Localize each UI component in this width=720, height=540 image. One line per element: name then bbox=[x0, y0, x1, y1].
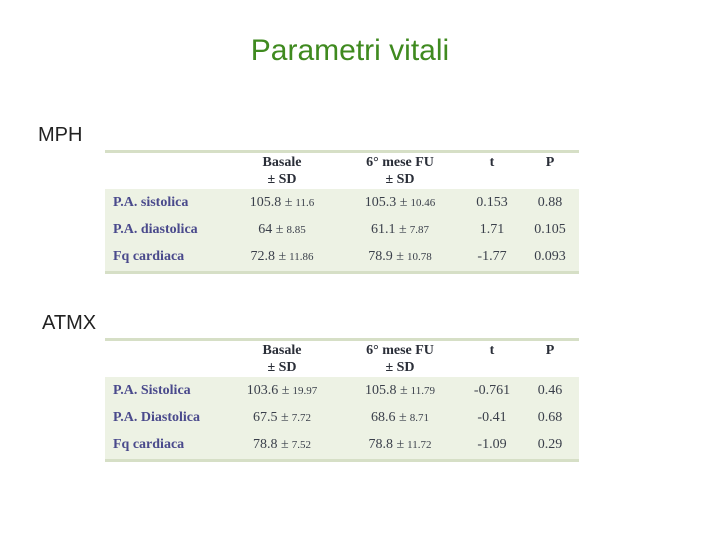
section-label-atmx: ATMX bbox=[42, 312, 97, 334]
header-t: t bbox=[489, 155, 495, 170]
basale-value: 105.8 ± bbox=[249, 194, 293, 210]
table-header bbox=[105, 153, 579, 189]
row-label: P.A. diastolica bbox=[113, 221, 198, 237]
cell-fu bbox=[337, 195, 463, 211]
basale-value: 67.5 ± bbox=[253, 409, 289, 425]
cell-t: -0.41 bbox=[477, 409, 507, 425]
table-row bbox=[105, 243, 579, 270]
header-basale-label: Basale bbox=[262, 343, 302, 358]
header-basale bbox=[227, 341, 337, 377]
fu-sd-value: 10.46 bbox=[410, 196, 436, 209]
cell-fu bbox=[337, 383, 463, 399]
cell-basale bbox=[227, 383, 337, 399]
fu-value: 68.6 ± bbox=[371, 409, 407, 425]
basale-sd-value: 8.85 bbox=[286, 223, 306, 236]
cell-fu bbox=[337, 249, 463, 265]
table-row bbox=[105, 189, 579, 216]
cell-p: 0.29 bbox=[537, 436, 563, 452]
row-label: P.A. Sistolica bbox=[113, 382, 191, 398]
table-row bbox=[105, 377, 579, 404]
header-basale bbox=[227, 153, 337, 189]
cell-basale bbox=[227, 195, 337, 211]
fu-sd-value: 7.87 bbox=[409, 223, 429, 236]
table-mph bbox=[105, 150, 579, 274]
row-label: Fq cardiaca bbox=[113, 436, 185, 452]
header-fu-sd: ± SD bbox=[385, 172, 415, 187]
cell-p: 0.093 bbox=[534, 248, 566, 264]
table-row bbox=[105, 431, 579, 458]
header-fu bbox=[337, 153, 463, 189]
header-basale-label: Basale bbox=[262, 155, 302, 170]
cell-t: -0.761 bbox=[473, 382, 511, 398]
row-label: Fq cardiaca bbox=[113, 248, 185, 264]
header-fu-label: 6° mese FU bbox=[366, 343, 434, 358]
cell-fu bbox=[337, 222, 463, 238]
page-title: Parametri vitali bbox=[250, 34, 450, 67]
header-fu-label: 6° mese FU bbox=[366, 155, 434, 170]
fu-value: 105.8 ± bbox=[364, 382, 408, 398]
cell-p: 0.105 bbox=[534, 221, 566, 237]
cell-basale bbox=[227, 437, 337, 453]
row-label: P.A. sistolica bbox=[113, 194, 189, 210]
basale-value: 72.8 ± bbox=[250, 248, 287, 264]
table-header bbox=[105, 341, 579, 377]
basale-sd-value: 11.86 bbox=[289, 250, 314, 263]
table-atmx bbox=[105, 338, 579, 462]
fu-sd-value: 8.71 bbox=[409, 411, 429, 424]
table-row bbox=[105, 404, 579, 431]
cell-t: -1.77 bbox=[477, 248, 507, 264]
cell-fu bbox=[337, 410, 463, 426]
fu-value: 105.3 ± bbox=[364, 194, 408, 210]
header-empty bbox=[105, 341, 227, 377]
header-basale-sd: ± SD bbox=[267, 172, 297, 187]
cell-basale bbox=[227, 249, 337, 265]
header-t: t bbox=[489, 343, 495, 358]
header-p: P bbox=[545, 343, 555, 358]
fu-sd-value: 11.72 bbox=[407, 438, 432, 451]
cell-basale bbox=[227, 410, 337, 426]
basale-value: 78.8 ± bbox=[253, 436, 289, 452]
basale-value: 103.6 ± bbox=[246, 382, 290, 398]
basale-sd-value: 7.52 bbox=[291, 438, 311, 451]
section-label-mph: MPH bbox=[38, 124, 83, 146]
cell-t: 1.71 bbox=[479, 221, 505, 237]
header-basale-sd: ± SD bbox=[267, 360, 297, 375]
table-row bbox=[105, 216, 579, 243]
cell-basale bbox=[227, 222, 337, 238]
basale-sd-value: 19.97 bbox=[292, 384, 318, 397]
header-p: P bbox=[545, 155, 555, 170]
header-fu-sd: ± SD bbox=[385, 360, 415, 375]
header-fu bbox=[337, 341, 463, 377]
fu-sd-value: 11.79 bbox=[410, 384, 436, 397]
basale-sd-value: 11.6 bbox=[295, 196, 315, 209]
cell-t: 0.153 bbox=[476, 194, 508, 210]
cell-p: 0.46 bbox=[537, 382, 563, 398]
fu-value: 61.1 ± bbox=[371, 221, 407, 237]
cell-p: 0.68 bbox=[537, 409, 563, 425]
fu-value: 78.9 ± bbox=[368, 248, 404, 264]
fu-value: 78.8 ± bbox=[368, 436, 405, 452]
header-empty bbox=[105, 153, 227, 189]
row-label: P.A. Diastolica bbox=[113, 409, 200, 425]
cell-t: -1.09 bbox=[477, 436, 507, 452]
basale-sd-value: 7.72 bbox=[291, 411, 311, 424]
fu-sd-value: 10.78 bbox=[406, 250, 432, 263]
cell-fu bbox=[337, 437, 463, 453]
basale-value: 64 ± bbox=[258, 221, 284, 237]
cell-p: 0.88 bbox=[537, 194, 563, 210]
